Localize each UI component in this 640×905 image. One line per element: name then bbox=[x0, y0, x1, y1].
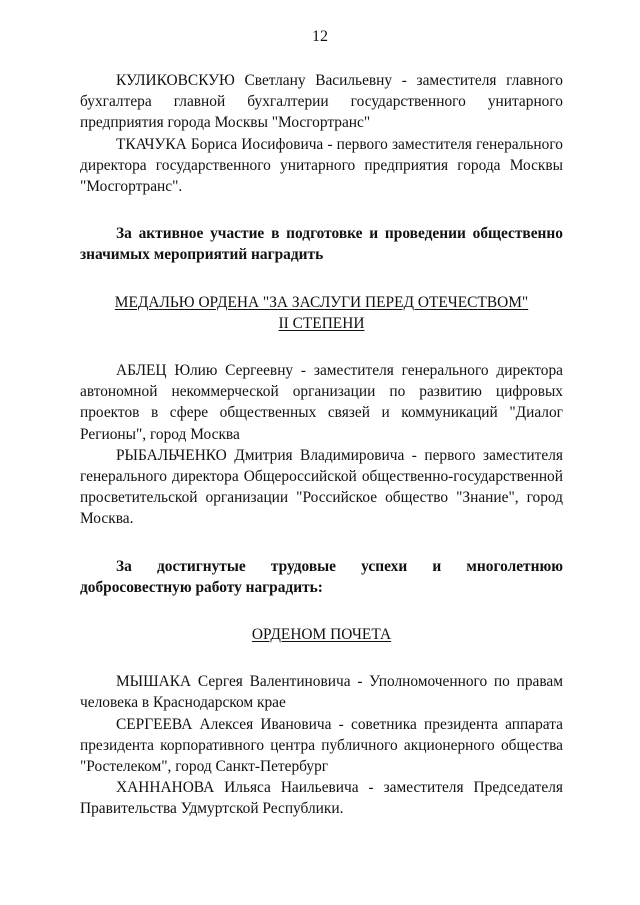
award-recipient-myshak: МЫШАКА Сергея Валентиновича - Уполномоченного по правам человека в Краснодарском крае bbox=[80, 673, 563, 712]
spacer bbox=[80, 530, 563, 556]
award-recipient-kulikovskaya: КУЛИКОВСКУЮ Светлану Васильевну - заместителя главного бухгалтера главной бухгалтерии государственного унитарного предприятия города Москвы "Мосгортранс" bbox=[80, 72, 563, 132]
award-recipient-ablets: АБЛЕЦ Юлию Сергеевну - заместителя генерального директора автономной некоммерческой организации по развитию цифровых проектов в сфере общественных связей и коммуникаций "Диалог Регионы", город Москва bbox=[80, 362, 563, 443]
award-recipient-sergeev: СЕРГЕЕВА Алексея Ивановича - советника президента аппарата президента корпоративного центра публичного акционерного общества "Ростелеком", город Санкт-Петербург bbox=[80, 715, 563, 776]
award-title-order-of-honor: ОРДЕНОМ ПОЧЕТА bbox=[251, 626, 392, 644]
spacer bbox=[80, 645, 563, 671]
spacer bbox=[80, 334, 563, 360]
page-number: 12 bbox=[312, 28, 328, 45]
spacer bbox=[80, 266, 563, 292]
document-body bbox=[80, 70, 563, 820]
award-recipient-tkachuk: ТКАЧУКА Бориса Иосифовича - первого заместителя генерального директора государственного унитарного предприятия города Москвы "Мосгортранс". bbox=[80, 135, 563, 196]
award-title-medal-line2: II СТЕПЕНИ bbox=[278, 314, 365, 332]
award-title-medal-line1: МЕДАЛЬЮ ОРДЕНА "ЗА ЗАСЛУГИ ПЕРЕД ОТЕЧЕСТВОМ" bbox=[114, 293, 529, 311]
spacer bbox=[80, 598, 563, 624]
award-recipient-rybalchenko: РЫБАЛЬЧЕНКО Дмитрия Владимировича - первого заместителя генерального директора Общероссийской общественно-государственной просветительской организации "Российское общество "Знание", город Москва. bbox=[80, 446, 563, 528]
section-intro-public-events: За активное участие в подготовке и проведении общественно значимых мероприятий наградить bbox=[80, 225, 563, 264]
section-intro-labor-success: За достигнутые трудовые успехи и многолетнюю добросовестную работу наградить: bbox=[80, 557, 563, 596]
award-recipient-khannanov: ХАННАНОВА Ильяса Наильевича - заместителя Председателя Правительства Удмуртской Республики. bbox=[80, 779, 563, 818]
spacer bbox=[80, 197, 563, 223]
